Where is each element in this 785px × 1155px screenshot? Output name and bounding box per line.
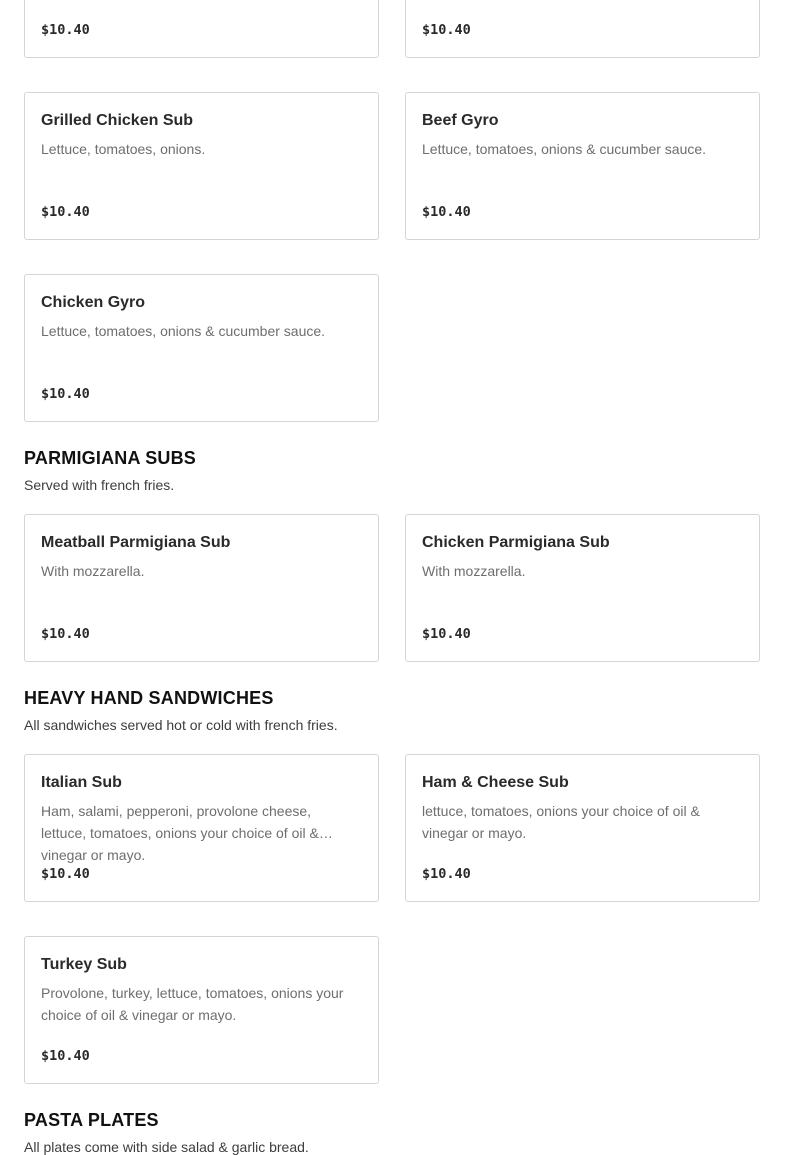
- menu-item-card[interactable]: [405, 92, 760, 240]
- section-subtitle: Served with french fries.: [24, 477, 175, 493]
- item-name: Chicken Gyro: [41, 294, 146, 311]
- item-description: With mozzarella.: [422, 563, 526, 579]
- menu-item-card[interactable]: [405, 514, 760, 662]
- item-price: $10.40: [41, 626, 90, 642]
- section-title: PARMIGIANA SUBS: [24, 448, 197, 468]
- section-title: HEAVY HAND SANDWICHES: [24, 688, 274, 708]
- item-description: Provolone, turkey, lettuce, tomatoes, onions your choice of oil & vinegar or mayo.: [41, 985, 344, 1023]
- item-price: $10.40: [41, 204, 90, 220]
- item-description: lettuce, tomatoes, onions your choice of oil & vinegar or mayo.: [422, 803, 700, 841]
- menu-item-card[interactable]: [24, 514, 379, 662]
- item-price: $10.40: [41, 866, 90, 882]
- item-price: $10.40: [41, 22, 90, 38]
- item-price: $10.40: [422, 22, 471, 38]
- item-description: With mozzarella.: [41, 563, 145, 579]
- item-name: Italian Sub: [41, 774, 122, 791]
- menu-item-card[interactable]: [405, 0, 760, 58]
- menu-item-card[interactable]: [24, 0, 379, 58]
- item-name: Turkey Sub: [41, 956, 127, 973]
- item-price: $10.40: [41, 1048, 90, 1064]
- item-price: $10.40: [422, 204, 471, 220]
- menu-item-card[interactable]: [405, 754, 760, 902]
- item-price: $10.40: [422, 866, 471, 882]
- item-name: Ham & Cheese Sub: [422, 774, 569, 791]
- menu-item-card[interactable]: [24, 936, 379, 1084]
- menu-item-card[interactable]: [24, 92, 379, 240]
- item-description: Lettuce, tomatoes, onions & cucumber sauce.: [422, 141, 707, 157]
- item-name: Grilled Chicken Sub: [41, 112, 194, 129]
- item-description: Ham, salami, pepperoni, provolone cheese, lettuce, tomatoes, onions your choice of oil & vinegar or mayo.: [41, 803, 319, 863]
- menu-item-card[interactable]: [24, 274, 379, 422]
- item-name: Meatball Parmigiana Sub: [41, 534, 231, 551]
- item-price: $10.40: [41, 386, 90, 402]
- item-price: $10.40: [422, 626, 471, 642]
- section-title: PASTA PLATES: [24, 1110, 159, 1130]
- section-subtitle: All sandwiches served hot or cold with french fries.: [24, 717, 338, 733]
- menu-item-card[interactable]: [24, 754, 379, 902]
- item-description: Lettuce, tomatoes, onions & cucumber sauce.: [41, 323, 326, 339]
- item-name: Chicken Parmigiana Sub: [422, 534, 610, 551]
- item-description: Lettuce, tomatoes, onions.: [41, 141, 206, 157]
- section-subtitle: All plates come with side salad & garlic bread.: [24, 1139, 309, 1155]
- item-name: Beef Gyro: [422, 112, 499, 129]
